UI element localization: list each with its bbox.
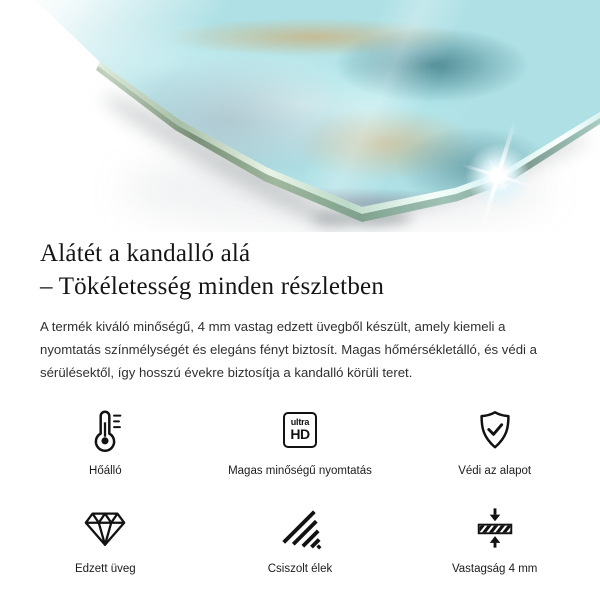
feature-label: Vastagság 4 mm xyxy=(451,563,538,575)
diamond-icon xyxy=(82,505,128,551)
thickness-press-icon xyxy=(472,505,518,551)
shield-check-icon xyxy=(472,407,518,453)
polished-edges-icon xyxy=(277,505,323,551)
feature-label: Edzett üveg xyxy=(74,563,136,575)
product-description: A termék kiváló minőségű, 4 mm vastag edzett üvegből készült, amely kiemeli a nyomtatás színmélységét és elegáns fényt biztosít. Magas hőmérsékletálló, és védi a sérülésektől, így hosszú évekre biztosítja a kandalló körüli teret. xyxy=(40,319,537,380)
feature-label: Hőálló xyxy=(89,465,122,477)
thermometer-icon xyxy=(82,407,128,453)
ultra-hd-icon-text-bottom: HD xyxy=(290,426,310,442)
feature-print-quality xyxy=(203,407,398,478)
section-title-line2: – Tökéletesség minden részletben xyxy=(40,273,385,300)
ultra-hd-icon-text-top: ultra xyxy=(290,417,310,427)
feature-tempered-glass xyxy=(8,505,203,576)
feature-thickness xyxy=(397,505,592,576)
section-title-line1: Alátét a kandalló alá xyxy=(40,240,251,267)
feature-polished-edges xyxy=(203,505,398,576)
feature-grid xyxy=(8,407,592,576)
feature-label: Csiszolt élek xyxy=(267,563,333,575)
product-image xyxy=(0,0,600,232)
feature-protects-base xyxy=(397,407,592,478)
section-title xyxy=(40,237,560,303)
feature-label: Védi az alapot xyxy=(458,465,532,477)
ultra-hd-icon xyxy=(283,407,317,453)
feature-heat-resistant xyxy=(8,407,203,478)
feature-label: Magas minőségű nyomtatás xyxy=(228,465,372,477)
